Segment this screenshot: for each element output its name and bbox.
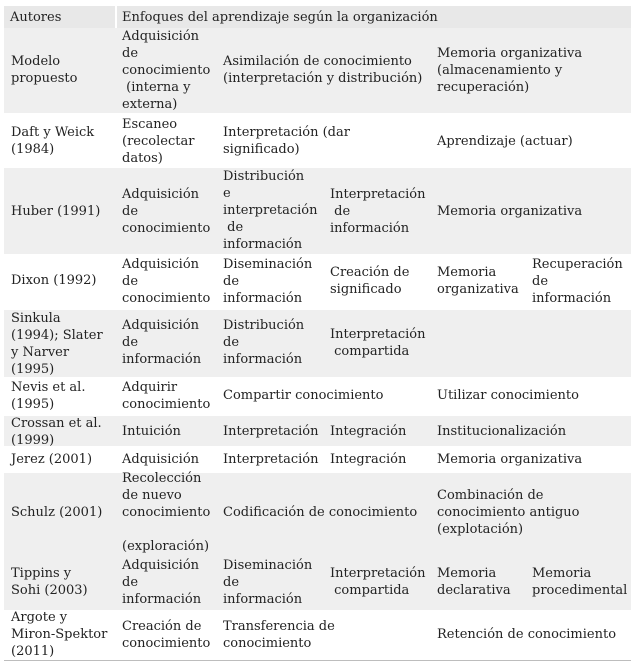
table-cell: Compartir conocimiento [223,388,384,403]
table-cell-author: Schulz (2001) [11,505,103,520]
header-authors: Autores [10,10,62,25]
table-cell: Diseminación de información [223,558,313,607]
table-cell: Diseminación de información [223,257,313,306]
table-cell: Distribución e interpretación de información [223,169,318,252]
table-cell: Memoria organizativa [437,265,519,297]
table-cell: Recuperación de información [532,257,623,306]
table-cell: Combinación de conocimiento antiguo (explotación) [437,488,580,537]
table-cell-author: Daft y Weick (1984) [11,125,95,157]
header-approaches: Enfoques del aprendizaje según la organización [122,10,438,25]
table-cell: Adquisición [122,452,200,467]
table-cell-author: Huber (1991) [11,204,101,219]
table-cell: Interpretación compartida [330,327,426,359]
table-cell: Creación de significado [330,265,410,297]
table-cell: Memoria declarativa [437,566,511,598]
table-cell-author: Jerez (2001) [11,452,93,467]
table-cell: Interpretación [223,452,319,467]
table-cell: Memoria organizativa [437,452,583,467]
table-cell: Integración [330,424,407,439]
table-cell: Interpretación compartida [330,566,426,598]
table-cell: Adquisición de información [122,318,202,367]
table-cell-author: Nevis et al. (1995) [11,380,86,412]
table-cell-author: Dixon (1992) [11,273,97,288]
table-cell: Creación de conocimiento [122,619,211,651]
table-cell: Codificación de conocimiento [223,505,418,520]
table-cell: Memoria organizativa [437,204,583,219]
table-cell: Integración [330,452,407,467]
table-cell: Transferencia de conocimiento [223,619,335,651]
table-cell: Adquisición de conocimiento [122,257,211,306]
table-cell: Adquisición de conocimiento (interna y externa) [122,29,211,112]
table-cell: Escaneo (recolectar datos) [122,117,195,166]
table-cell: Adquisición de información [122,558,202,607]
table-cell-author: Tippins y Sohi (2003) [11,566,88,598]
table-cell: Adquirir conocimiento [122,380,211,412]
table-cell: Memoria procedimental [532,566,628,598]
table-cell: Memoria organizativa (almacenamiento y recuperación) [437,46,583,95]
table-bottom-rule [4,660,631,661]
table-cell: Utilizar conocimiento [437,388,579,403]
table-cell-author: Modelo propuesto [11,54,78,86]
table-cell: Distribución de información [223,318,305,367]
table-cell: Institucionalización [437,424,567,439]
table-cell: Aprendizaje (actuar) [437,134,573,149]
table-cell-author: Argote y Miron-Spektor (2011) [11,610,108,659]
table-cell: Interpretación (dar significado) [223,125,350,157]
header-separator [115,6,117,28]
table-cell: Retención de conocimiento [437,627,617,642]
table-cell-author: Sinkula (1994); Slater y Narver (1995) [11,311,103,377]
table-cell: Intuición [122,424,181,439]
table-cell: Recolección de nuevo conocimiento (exploración) [122,471,211,554]
table-cell: Adquisición de conocimiento [122,187,211,236]
table-cell: Interpretación [223,424,319,439]
table-cell: Interpretación de información [330,187,426,236]
table-cell: Asimilación de conocimiento (interpretación y distribución) [223,54,423,86]
table-cell-author: Crossan et al. (1999) [11,416,102,448]
